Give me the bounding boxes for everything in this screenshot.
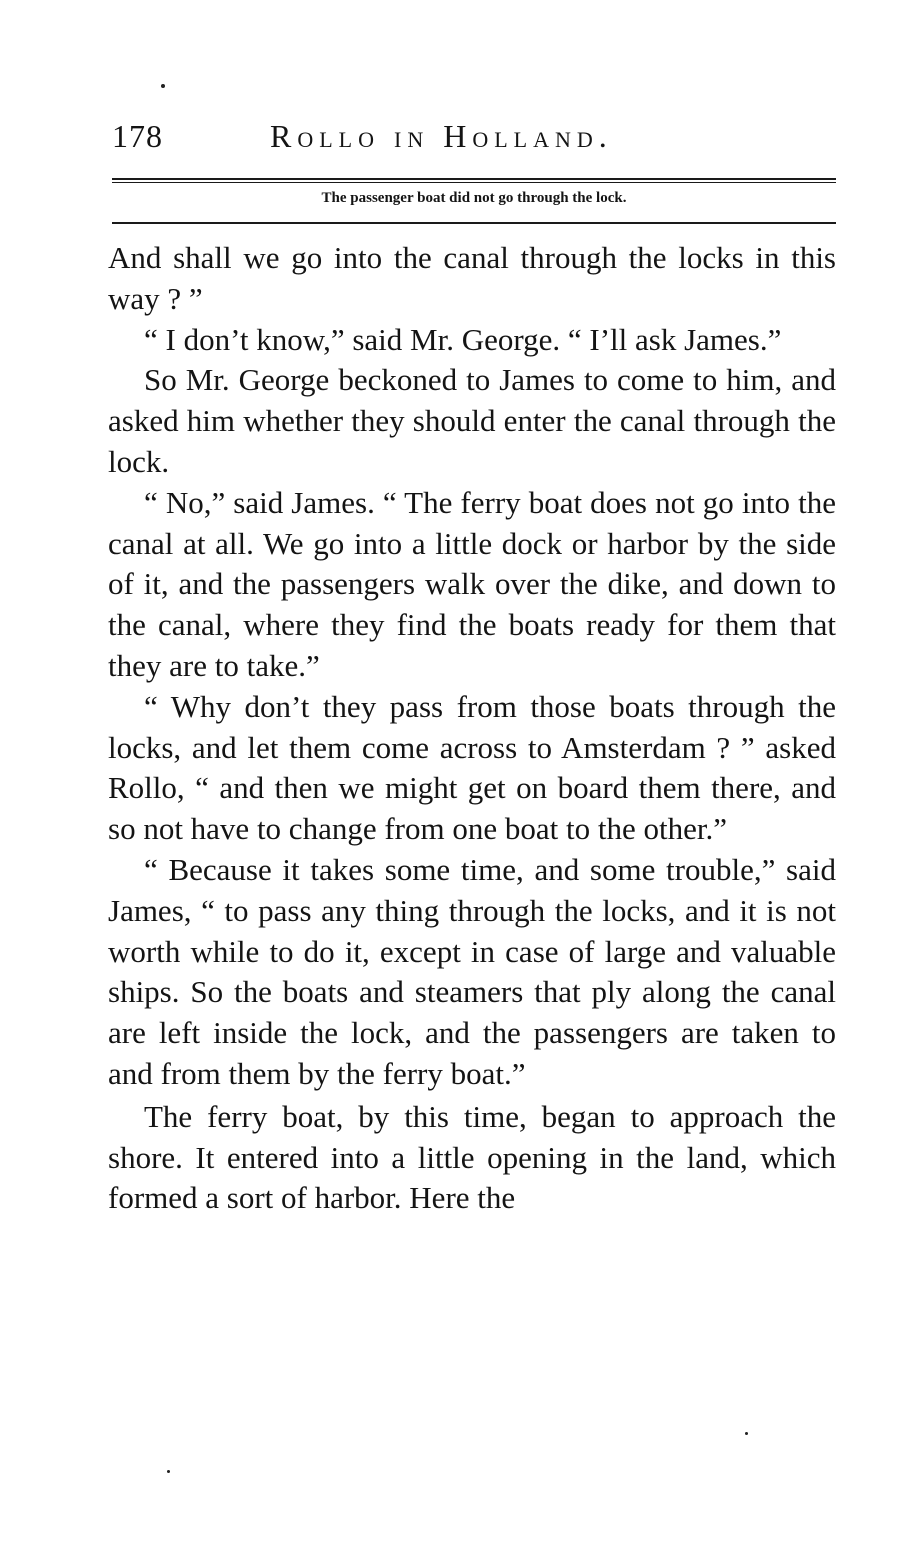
paragraph: So Mr. George beckoned to James to come to him, and asked him whether they should enter the canal through the lock. [108,362,836,479]
page-summary: The passenger boat did not go through the lock. [321,190,627,206]
print-speck [167,1470,170,1473]
page-number: 178 [112,118,163,154]
paragraph: And shall we go into the canal through the locks in this way ? ” [108,240,836,316]
paragraph: “ No,” said James. “ The ferry boat does not go into the canal at all. We go into a little dock or harbor by the side of it, and the passengers walk over the dike, and down to the canal, where they find the boats ready for them that they are to take.” [108,484,836,683]
running-title: Rollo in Holland. [270,118,613,154]
paragraph: The ferry boat, by this time, began to approach the shore. It entered into a little opening in the land, which formed a sort of harbor. Here the [108,1098,836,1216]
print-speck [161,84,165,88]
paragraph: “ Because it takes some time, and some trouble,” said James, “ to pass any thing through the locks, and it is not worth while to do it, except in case of large and valuable ships. So the boats and steamers that ply along the canal are left inside the lock, and the passengers are taken to and from them by the ferry boat.” [108,851,836,1091]
paragraph: “ I don’t know,” said Mr. George. “ I’ll ask James.” [144,321,782,357]
print-speck [745,1432,748,1435]
summary-rule [112,222,836,224]
header-rule-thin [112,182,836,183]
body-text [108,238,836,1219]
header-rule [112,178,836,180]
paragraph: “ Why don’t they pass from those boats through the locks, and let them come across to Amsterdam ? ” asked Rollo, “ and then we might get on board them there, and so not have to change from one boat to the other.” [108,688,836,847]
page-header [112,118,836,162]
